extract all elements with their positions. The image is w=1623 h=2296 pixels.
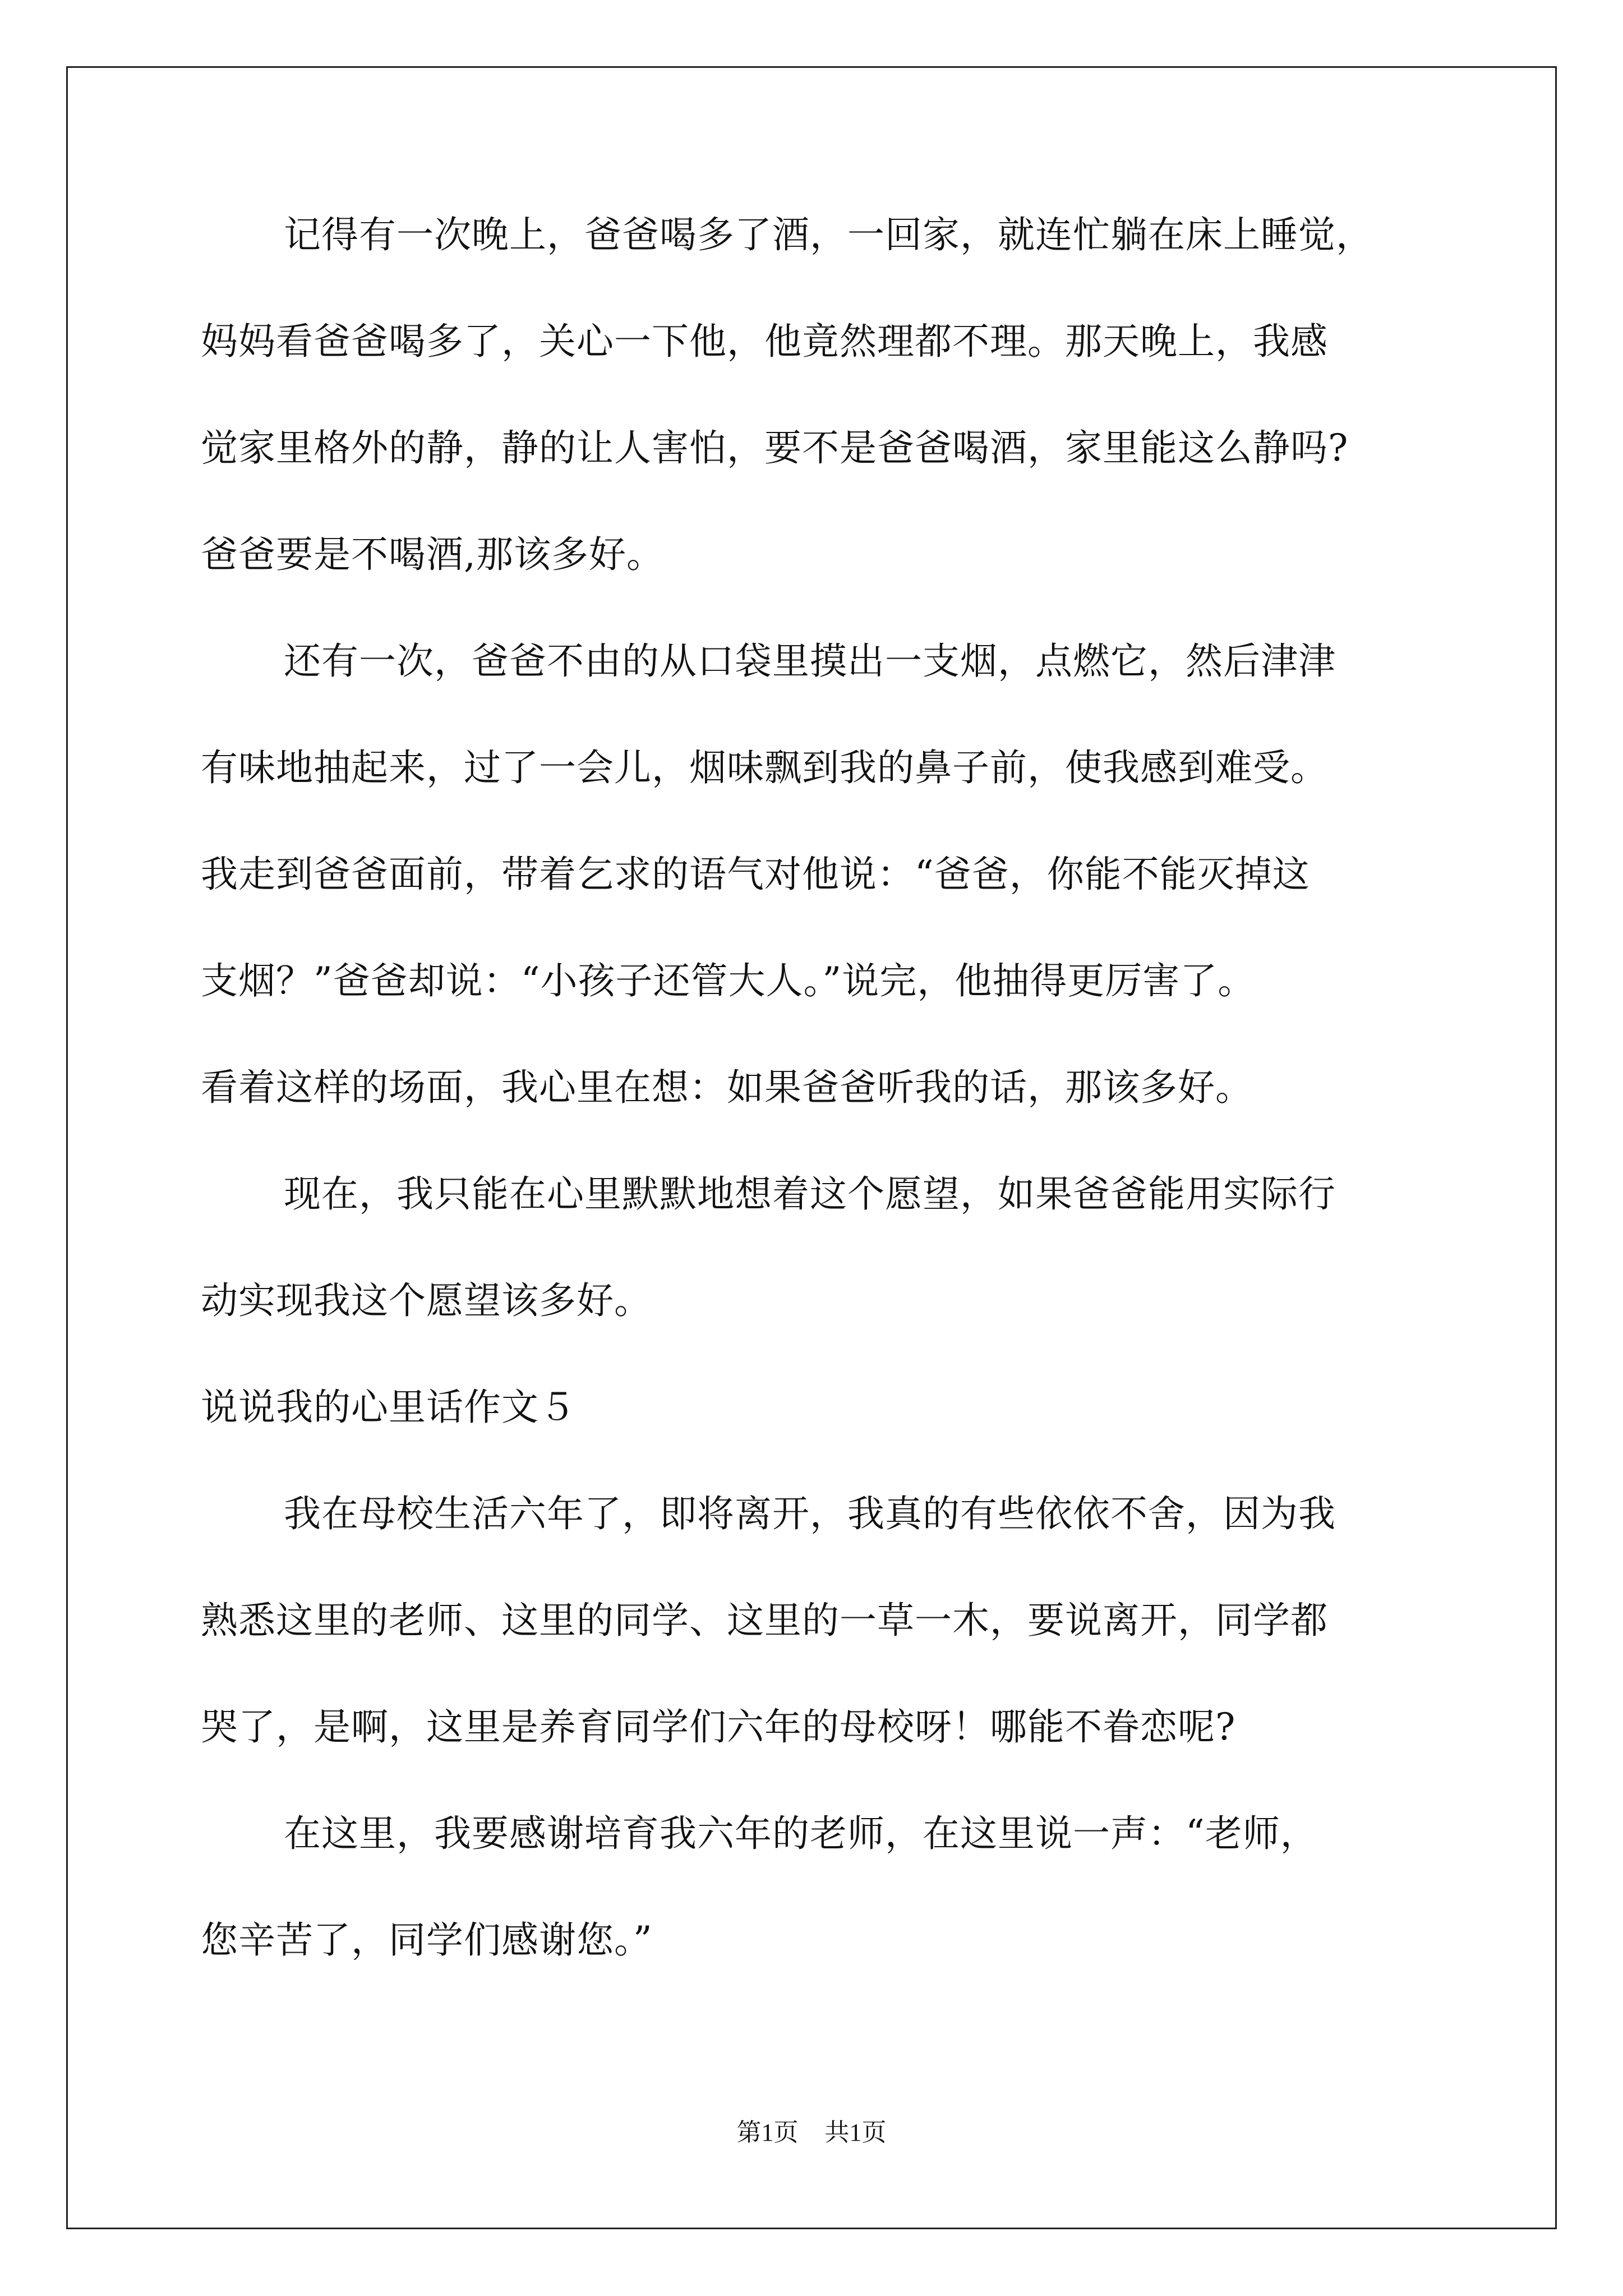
paragraph-1-line-3: 觉家里格外的静，静的让人害怕，要不是爸爸喝酒，家里能这么静吗? [201, 426, 1349, 470]
paragraph-3-line-2: 动实现我这个愿望该多好。 [201, 1279, 652, 1322]
paragraph-5-line-1: 在这里，我要感谢培育我六年的老师，在这里说一声：“老师， [284, 1812, 1318, 1855]
paragraph-2-line-3: 我走到爸爸面前，带着乞求的语气对他说：“爸爸，你能不能灭掉这 [201, 853, 1310, 896]
page-number: 第1页 [736, 2119, 799, 2146]
paragraph-5-line-2: 您辛苦了，同学们感谢您。” [201, 1918, 653, 1962]
page-total: 共1页 [824, 2119, 887, 2146]
paragraph-1-line-2: 妈妈看爸爸喝多了，关心一下他，他竟然理都不理。那天晚上，我感 [201, 320, 1328, 363]
paragraph-2-line-5: 看着这样的场面，我心里在想：如果爸爸听我的话，那该多好。 [201, 1066, 1253, 1109]
paragraph-4-line-2: 熟悉这里的老师、这里的同学、这里的一草一木，要说离开，同学都 [201, 1599, 1328, 1642]
section-heading: 说说我的心里话作文５ [201, 1386, 577, 1429]
paragraph-1-line-1: 记得有一次晚上，爸爸喝多了酒，一回家，就连忙躺在床上睡觉， [284, 213, 1373, 256]
paragraph-2-line-1: 还有一次，爸爸不由的从口袋里摸出一支烟，点燃它，然后津津 [284, 639, 1336, 683]
paragraph-3-line-1: 现在，我只能在心里默默地想着这个愿望，如果爸爸能用实际行 [284, 1172, 1336, 1216]
paragraph-4-line-1: 我在母校生活六年了，即将离开，我真的有些依依不舍，因为我 [284, 1492, 1336, 1535]
page-footer [0, 2116, 1623, 2150]
paragraph-2-line-2: 有味地抽起来，过了一会儿，烟味飘到我的鼻子前，使我感到难受。 [201, 746, 1328, 789]
paragraph-4-line-3: 哭了，是啊，这里是养育同学们六年的母校呀！哪能不眷恋呢? [201, 1705, 1236, 1749]
page-border [66, 66, 1557, 2229]
paragraph-1-line-4: 爸爸要是不喝酒,那该多好。 [201, 533, 664, 576]
paragraph-2-line-4: 支烟？”爸爸却说：“小孩子还管大人。”说完，他抽得更厉害了。 [201, 959, 1256, 1002]
